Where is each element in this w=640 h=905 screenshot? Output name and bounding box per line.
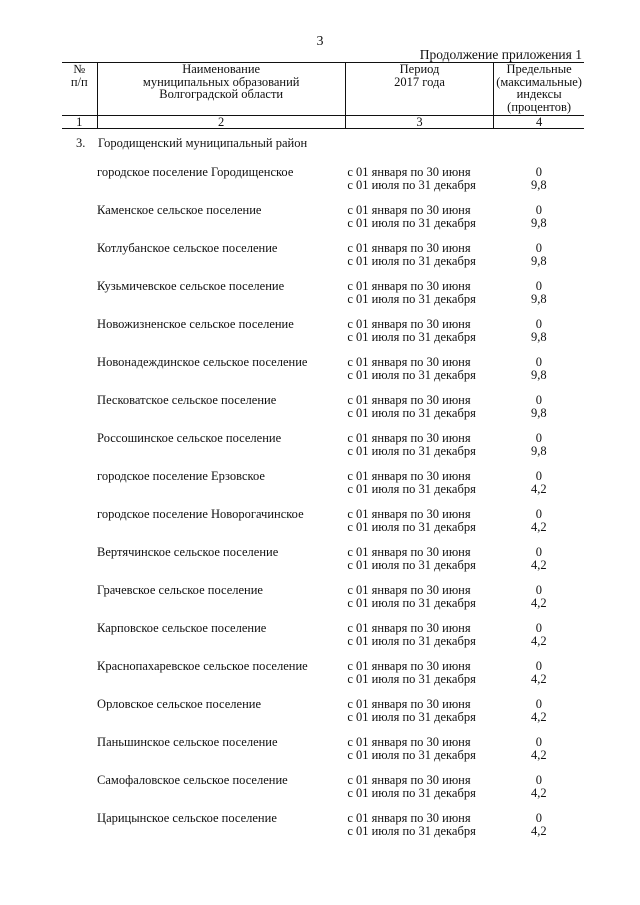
municipality-name: городское поселение Городищенское (97, 165, 294, 179)
section-row (62, 129, 584, 159)
municipality-name: Каменское сельское поселение (97, 203, 262, 217)
period-line: с 01 июля по 31 декабря (347, 481, 476, 496)
table-row (62, 728, 584, 766)
period-line: с 01 января по 30 июня (347, 545, 471, 559)
index-value: 9,8 (531, 405, 547, 420)
period-cell (345, 766, 493, 804)
period-line: с 01 июля по 31 декабря (347, 291, 476, 306)
row-number-cell (62, 538, 97, 576)
index-value: 4,2 (531, 519, 547, 534)
table-row (62, 462, 584, 500)
index-value-cell (494, 538, 584, 576)
section-title: Городищенский муниципальный район (98, 136, 308, 150)
row-number-cell (62, 804, 97, 842)
period-cell (345, 690, 493, 728)
period-cell (345, 500, 493, 538)
column-number-row (62, 116, 584, 129)
period-line: с 01 июля по 31 декабря (347, 519, 476, 534)
period-line: с 01 июля по 31 декабря (347, 671, 476, 686)
period-line: с 01 июля по 31 декабря (347, 329, 476, 344)
municipality-name: Царицынское сельское поселение (97, 811, 277, 825)
index-value-cell (494, 386, 584, 424)
period-line: с 01 января по 30 июня (347, 811, 471, 825)
municipality-name: Самофаловское сельское поселение (97, 773, 288, 787)
row-number-cell (62, 234, 97, 272)
tariff-index-table (62, 62, 584, 842)
period-line: с 01 января по 30 июня (347, 317, 471, 331)
index-value: 0 (535, 545, 542, 559)
index-value: 9,8 (531, 177, 547, 192)
index-value: 4,2 (531, 709, 547, 724)
period-cell (345, 728, 493, 766)
column-number: 2 (97, 116, 345, 129)
index-value-cell (494, 234, 584, 272)
period-cell (345, 348, 493, 386)
index-value: 4,2 (531, 785, 547, 800)
period-line: с 01 июля по 31 декабря (347, 823, 476, 838)
period-line: с 01 января по 30 июня (347, 697, 471, 711)
index-value: 4,2 (531, 557, 547, 572)
index-value: 4,2 (531, 823, 547, 838)
period-line: с 01 января по 30 июня (347, 507, 471, 521)
table-row (62, 158, 584, 196)
municipality-name: Грачевское сельское поселение (97, 583, 263, 597)
table-row (62, 424, 584, 462)
index-value-cell (494, 348, 584, 386)
index-value-cell (494, 500, 584, 538)
row-number-cell (62, 652, 97, 690)
municipality-name: городское поселение Новорогачинское (97, 507, 304, 521)
municipality-name: Карповское сельское поселение (97, 621, 267, 635)
table-row (62, 804, 584, 842)
index-value: 0 (535, 317, 542, 331)
row-number-cell (62, 158, 97, 196)
row-number-cell (62, 310, 97, 348)
index-value: 0 (535, 469, 542, 483)
row-number-cell (62, 462, 97, 500)
period-cell (345, 614, 493, 652)
period-cell (345, 272, 493, 310)
period-line: с 01 января по 30 июня (347, 393, 471, 407)
index-value: 4,2 (531, 671, 547, 686)
municipality-name: Новожизненское сельское поселение (97, 317, 294, 331)
table-row (62, 234, 584, 272)
index-value: 0 (535, 279, 542, 293)
municipality-name: Россошинское сельское поселение (97, 431, 282, 445)
index-value: 9,8 (531, 443, 547, 458)
municipality-name: Орловское сельское поселение (97, 697, 261, 711)
period-line: с 01 июля по 31 декабря (347, 177, 476, 192)
municipality-name: городское поселение Ерзовское (97, 469, 265, 483)
header-period: Период 2017 года (345, 63, 493, 116)
column-number: 3 (345, 116, 493, 129)
row-number-cell (62, 576, 97, 614)
row-number-cell (62, 728, 97, 766)
period-line: с 01 января по 30 июня (347, 279, 471, 293)
period-line: с 01 июля по 31 декабря (347, 785, 476, 800)
page-number: 3 (316, 34, 324, 49)
header-row-number: № п/п (62, 63, 97, 116)
index-value: 0 (535, 811, 542, 825)
index-value: 9,8 (531, 329, 547, 344)
period-line: с 01 января по 30 июня (347, 241, 471, 255)
table-row (62, 196, 584, 234)
header-municipality-name: Наименование муниципальных образований Волгоградской области (97, 63, 345, 116)
table-row (62, 386, 584, 424)
period-cell (345, 462, 493, 500)
row-number-cell (62, 614, 97, 652)
header-max-index: Предельные (максимальные) индексы (процентов) (494, 63, 584, 116)
row-number-cell (62, 386, 97, 424)
index-value: 0 (535, 621, 542, 635)
index-value: 0 (535, 431, 542, 445)
row-number-cell (62, 500, 97, 538)
column-number: 1 (62, 116, 97, 129)
column-number: 4 (494, 116, 584, 129)
period-line: с 01 января по 30 июня (347, 431, 471, 445)
period-line: с 01 июля по 31 декабря (347, 709, 476, 724)
row-number-cell (62, 272, 97, 310)
period-cell (345, 576, 493, 614)
municipality-name: Кузьмичевское сельское поселение (97, 279, 285, 293)
index-value: 0 (535, 507, 542, 521)
index-value-cell (494, 652, 584, 690)
period-cell (345, 652, 493, 690)
index-value-cell (494, 690, 584, 728)
period-cell (345, 424, 493, 462)
period-line: с 01 января по 30 июня (347, 583, 471, 597)
index-value-cell (494, 310, 584, 348)
row-number-cell (62, 766, 97, 804)
period-line: с 01 января по 30 июня (347, 773, 471, 787)
row-number-cell (62, 690, 97, 728)
index-value: 9,8 (531, 253, 547, 268)
index-value: 0 (535, 165, 542, 179)
index-value: 9,8 (531, 291, 547, 306)
table-row (62, 348, 584, 386)
municipality-name: Песковатское сельское поселение (97, 393, 277, 407)
table-row (62, 614, 584, 652)
municipality-name: Вертячинское сельское поселение (97, 545, 279, 559)
index-value: 4,2 (531, 747, 547, 762)
table-row (62, 766, 584, 804)
table-row (62, 272, 584, 310)
period-line: с 01 июля по 31 декабря (347, 443, 476, 458)
index-value: 0 (535, 241, 542, 255)
row-number-cell (62, 348, 97, 386)
index-value: 0 (535, 773, 542, 787)
period-line: с 01 января по 30 июня (347, 355, 471, 369)
period-line: с 01 июля по 31 декабря (347, 367, 476, 382)
period-line: с 01 января по 30 июня (347, 203, 471, 217)
index-value: 0 (535, 393, 542, 407)
table-row (62, 576, 584, 614)
table-row (62, 652, 584, 690)
municipality-name: Паньшинское сельское поселение (97, 735, 278, 749)
index-value-cell (494, 196, 584, 234)
period-line: с 01 июля по 31 декабря (347, 557, 476, 572)
index-value: 4,2 (531, 481, 547, 496)
index-value: 0 (535, 735, 542, 749)
index-value-cell (494, 462, 584, 500)
index-value-cell (494, 804, 584, 842)
index-value-cell (494, 614, 584, 652)
municipality-name: Новонадеждинское сельское поселение (97, 355, 308, 369)
index-value-cell (494, 158, 584, 196)
period-line: с 01 июля по 31 декабря (347, 633, 476, 648)
period-line: с 01 июля по 31 декабря (347, 215, 476, 230)
section-number: 3. (76, 136, 86, 150)
index-value: 0 (535, 583, 542, 597)
period-line: с 01 июля по 31 декабря (347, 253, 476, 268)
index-value: 9,8 (531, 367, 547, 382)
period-cell (345, 538, 493, 576)
index-value: 9,8 (531, 215, 547, 230)
row-number-cell (62, 196, 97, 234)
table-row (62, 690, 584, 728)
table-row (62, 500, 584, 538)
index-value-cell (494, 766, 584, 804)
index-value: 0 (535, 203, 542, 217)
period-line: с 01 января по 30 июня (347, 735, 471, 749)
index-value-cell (494, 424, 584, 462)
index-value: 4,2 (531, 633, 547, 648)
period-line: с 01 января по 30 июня (347, 621, 471, 635)
table-header-row (62, 63, 584, 116)
table-row (62, 538, 584, 576)
period-cell (345, 158, 493, 196)
appendix-continuation-label: Продолжение приложения 1 (419, 47, 582, 62)
row-number-cell (62, 424, 97, 462)
table-row (62, 310, 584, 348)
index-value-cell (494, 576, 584, 614)
period-cell (345, 310, 493, 348)
index-value: 0 (535, 659, 542, 673)
period-line: с 01 июля по 31 декабря (347, 747, 476, 762)
index-value: 4,2 (531, 595, 547, 610)
period-line: с 01 июля по 31 декабря (347, 595, 476, 610)
period-cell (345, 196, 493, 234)
index-value-cell (494, 272, 584, 310)
index-value: 0 (535, 355, 542, 369)
period-cell (345, 234, 493, 272)
period-cell (345, 386, 493, 424)
period-line: с 01 января по 30 июня (347, 659, 471, 673)
municipality-name: Котлубанское сельское поселение (97, 241, 278, 255)
period-line: с 01 июля по 31 декабря (347, 405, 476, 420)
index-value: 0 (535, 697, 542, 711)
period-line: с 01 января по 30 июня (347, 165, 471, 179)
period-cell (345, 804, 493, 842)
index-value-cell (494, 728, 584, 766)
period-line: с 01 января по 30 июня (347, 469, 471, 483)
municipality-name: Краснопахаревское сельское поселение (97, 659, 308, 673)
